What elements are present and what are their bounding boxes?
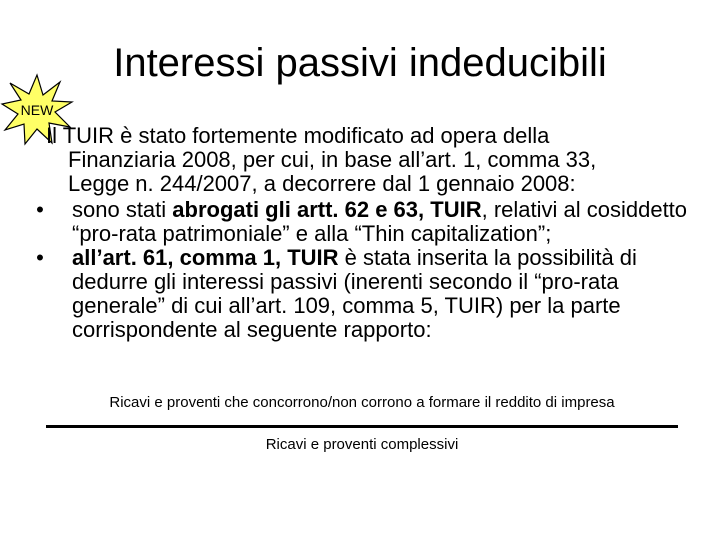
intro-line-2: Finanziaria 2008, per cui, in base all’art. 1, comma 33,: [68, 147, 597, 172]
bullet-text-post: è stata inserita la possibilità di dedurre gli interessi passivi (inerenti secondo il “pro-rata generale” di cui all’art. 109, comma 5, TUIR) per la parte corrispondente al seguente rapporto:: [72, 245, 637, 342]
ratio-fraction: [46, 393, 678, 455]
bullet-list: [30, 198, 710, 342]
slide-title: Interessi passivi indeducibili: [113, 41, 607, 85]
bullet-marker: •: [36, 197, 44, 222]
bullet-text-pre: sono stati: [72, 197, 173, 222]
badge-label: NEW: [20, 102, 54, 118]
fraction-numerator: Ricavi e proventi che concorrono/non corrono a formare il reddito di impresa: [109, 394, 615, 411]
bullet-text-bold: all’art. 61, comma 1, TUIR: [72, 245, 339, 270]
bullet-text-bold: abrogati gli artt. 62 e 63, TUIR: [172, 197, 482, 222]
intro-line-3: Legge n. 244/2007, a decorrere dal 1 gennaio 2008:: [68, 171, 576, 196]
intro-line-1: Il TUIR è stato fortemente modificato ad opera della: [46, 123, 550, 148]
bullet-text-post: , relativi al cosiddetto “pro-rata patrimoniale” e alla “Thin capitalization”;: [72, 197, 688, 246]
bullet-marker: •: [36, 245, 44, 270]
bullet-item: [30, 198, 710, 246]
intro-paragraph: [46, 124, 706, 196]
fraction-denominator: Ricavi e proventi complessivi: [265, 436, 459, 453]
fraction-bar: [46, 425, 678, 428]
bullet-item: [30, 246, 710, 342]
